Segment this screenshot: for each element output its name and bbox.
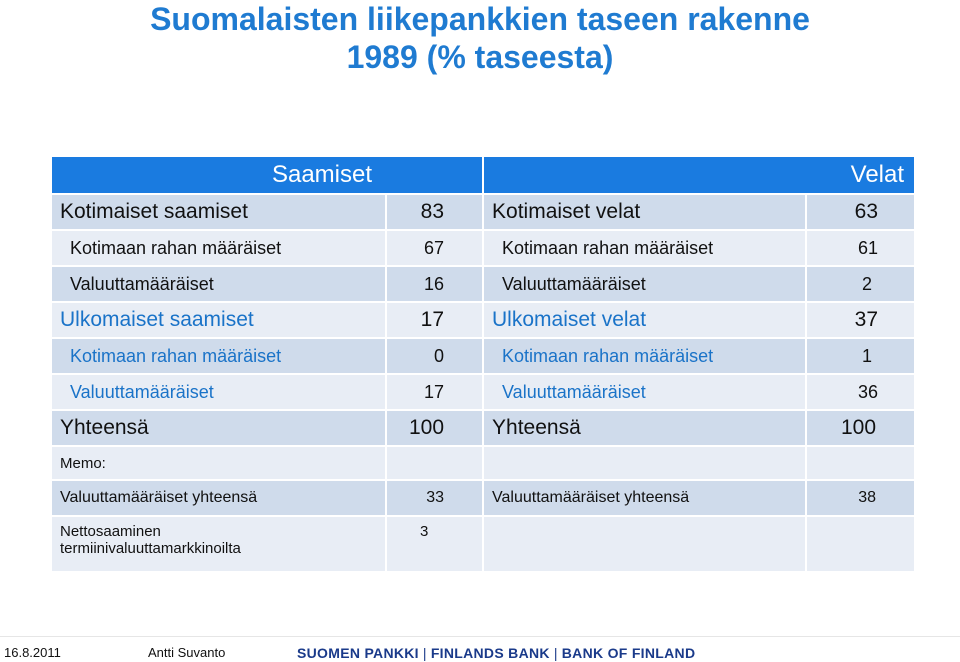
table-row [51,230,915,266]
asset-value: 0 [386,338,483,374]
net-empty-cell [806,516,915,572]
net-forward-label-line-1: Nettosaaminen [60,523,161,540]
table-row [51,266,915,302]
asset-label: Kotimaan rahan määräiset [51,230,386,266]
table-row [51,338,915,374]
net-forward-row [51,516,915,572]
asset-value: 16 [386,266,483,302]
memo-empty-cell [386,446,483,480]
memo-empty-cell [806,446,915,480]
asset-label: Kotimaiset saamiset [51,194,386,230]
liability-value: 36 [806,374,915,410]
liabilities-header: Velat [483,156,915,194]
asset-value: 67 [386,230,483,266]
fx-total-asset-label: Valuuttamääräiset yhteensä [51,480,386,516]
asset-label: Ulkomaiset saamiset [51,302,386,338]
net-empty-cell [483,516,806,572]
memo-empty-cell [483,446,806,480]
liability-value: 61 [806,230,915,266]
net-forward-label [51,516,386,572]
liability-label: Ulkomaiset velat [483,302,806,338]
table-row [51,302,915,338]
asset-label: Valuuttamääräiset [51,266,386,302]
net-forward-label-line-2: termiinivaluuttamarkkinoilta [60,540,241,557]
liability-label: Valuuttamääräiset [483,266,806,302]
asset-value: 17 [386,302,483,338]
liability-value: 1 [806,338,915,374]
liability-label: Kotimaan rahan määräiset [483,230,806,266]
asset-value: 83 [386,194,483,230]
footer-date: 16.8.2011 [4,645,61,660]
assets-header: Saamiset [51,156,483,194]
org-name-fi: SUOMEN PANKKI [297,645,419,661]
table-header-row [51,156,915,194]
liability-label: Valuuttamääräiset [483,374,806,410]
liability-value: 2 [806,266,915,302]
net-forward-value: 3 [420,523,429,540]
memo-row [51,446,915,480]
table-row [51,374,915,410]
liability-value: 37 [806,302,915,338]
asset-total-label: Yhteensä [51,410,386,446]
asset-value: 17 [386,374,483,410]
org-separator: | [553,645,558,661]
org-name-sv: FINLANDS BANK [430,645,550,661]
fx-total-liability-label: Valuuttamääräiset yhteensä [483,480,806,516]
table-row-total [51,410,915,446]
footer-author: Antti Suvanto [148,645,226,660]
balance-sheet-table [50,155,916,573]
liability-label: Kotimaiset velat [483,194,806,230]
org-name-en: BANK OF FINLAND [561,645,696,661]
title-line-2: 1989 (% taseesta) [346,39,614,75]
asset-label: Kotimaan rahan määräiset [51,338,386,374]
fx-total-liability-value: 38 [806,480,915,516]
asset-total-value: 100 [386,410,483,446]
footer-organization [297,645,695,661]
memo-label: Memo: [51,446,386,480]
net-forward-value-cell [386,516,483,572]
asset-label: Valuuttamääräiset [51,374,386,410]
liability-value: 63 [806,194,915,230]
liability-label: Kotimaan rahan määräiset [483,338,806,374]
liability-total-label: Yhteensä [483,410,806,446]
liability-total-value: 100 [806,410,915,446]
fx-total-row [51,480,915,516]
title-line-1: Suomalaisten liikepankkien taseen rakenne [150,1,810,37]
table-row [51,194,915,230]
org-separator: | [422,645,427,661]
fx-total-asset-value: 33 [386,480,483,516]
